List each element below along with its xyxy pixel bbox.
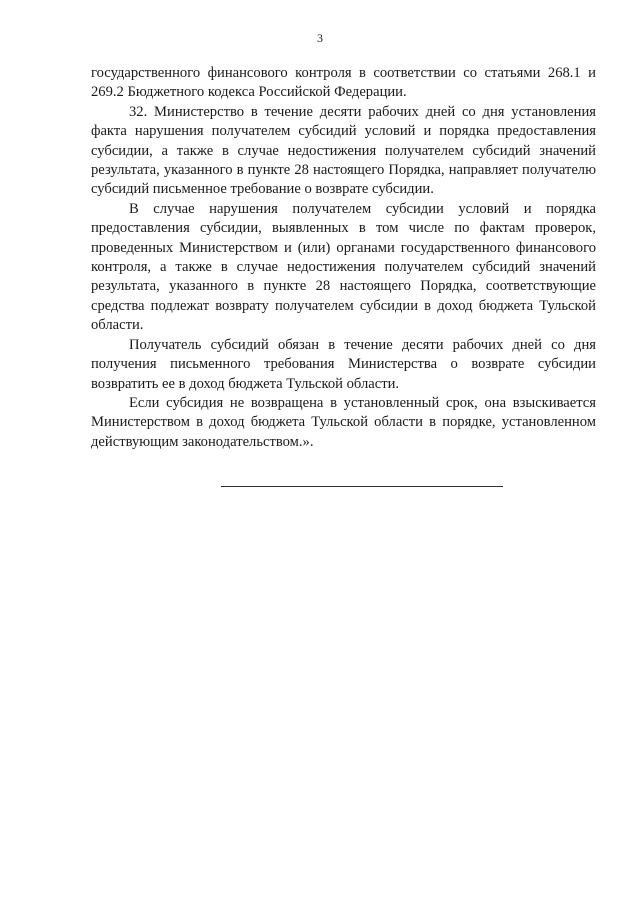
paragraph-return-deadline: Получатель субсидий обязан в течение десяти рабочих дней со дня получения письменного требования Министерства о возврате субсидии возвратить ее в доход бюджета Тульской области. xyxy=(91,336,596,392)
document-body xyxy=(91,64,596,452)
end-divider-line xyxy=(221,486,503,487)
paragraph-violation-return: В случае нарушения получателем субсидии условий и порядка предоставления субсидии, выявленных в том числе по фактам проверок, проведенных Министерством и (или) органами государственного финансового контроля, а также в случае недостижения получателем субсидий значений результата, указанного в пункте 28 настоящего Порядка, соответствующие средства подлежат возврату получателем субсидии в доход бюджета Тульской области. xyxy=(91,200,596,334)
paragraph-continuation: государственного финансового контроля в соответствии со статьями 268.1 и 269.2 Бюджетного кодекса Российской Федерации. xyxy=(91,65,596,101)
page-number: 3 xyxy=(317,31,323,45)
paragraph-recovery: Если субсидия не возвращена в установленный срок, она взыскивается Министерством в доход бюджета Тульской области в порядке, установленном действующим законодательством.». xyxy=(91,394,596,450)
paragraph-item-32: 32. Министерство в течение десяти рабочих дней со дня установления факта нарушения получателем субсидий условий и порядка предоставления субсидии, а также в случае недостижения получателем субсидий значений результата, указанного в пункте 28 настоящего Порядка, направляет получателю субсидий письменное требование о возврате субсидии. xyxy=(91,103,596,198)
